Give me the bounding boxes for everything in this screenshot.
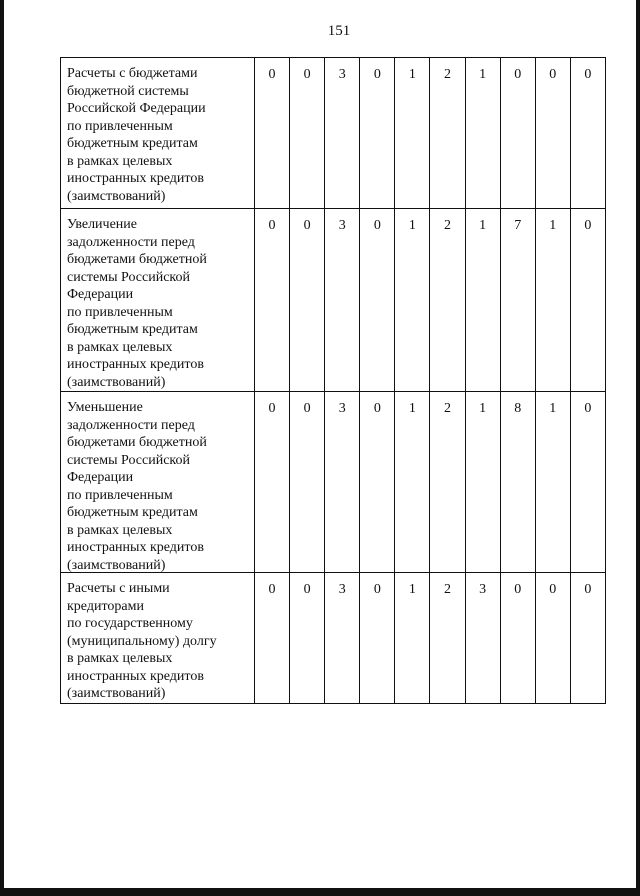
- code-digit-cell: 2: [430, 573, 465, 703]
- code-digit-cell: 0: [360, 573, 395, 703]
- table-row: [60, 573, 606, 704]
- description-line: в рамках целевых: [67, 522, 173, 538]
- code-digit-cell: 0: [536, 573, 571, 703]
- row-description: [61, 573, 255, 703]
- code-cells: [255, 209, 605, 391]
- description-line: (заимствований): [67, 686, 166, 701]
- code-digit-cell: 3: [325, 58, 360, 208]
- code-digit-cell: 2: [430, 392, 465, 572]
- budget-code-table: [60, 57, 606, 704]
- description-line: задолженности перед: [67, 417, 195, 433]
- code-digit-cell: 0: [584, 67, 592, 82]
- description-line: в рамках целевых: [67, 339, 173, 355]
- code-cells: [255, 392, 605, 572]
- scan-edge-right: [636, 0, 640, 896]
- code-cells: [255, 58, 605, 208]
- code-digit-cell: 2: [430, 58, 465, 208]
- description-line: по привлеченным: [67, 487, 173, 503]
- code-digit-cell: 0: [255, 392, 290, 572]
- code-digit-cell: 0: [360, 209, 395, 391]
- description-line: (заимствований): [67, 188, 166, 204]
- description-line: в рамках целевых: [67, 651, 173, 666]
- code-digit-cell: 3: [325, 392, 360, 572]
- description-line: системы Российской: [67, 269, 191, 285]
- description-line: Расчеты с бюджетами: [67, 66, 198, 81]
- code-digit-cell: 0: [501, 58, 536, 208]
- page-number: 151: [327, 23, 351, 39]
- code-digit-cell: 0: [360, 58, 395, 208]
- description-line: кредиторами: [67, 598, 144, 614]
- scan-edge-left: [0, 0, 4, 896]
- code-digit-cell: 3: [466, 573, 501, 703]
- code-digit-cell: 1: [395, 58, 430, 208]
- code-digit-cell: 0: [255, 573, 290, 703]
- description-line: бюджетным кредитам: [67, 136, 198, 151]
- code-digit-cell: 1: [536, 392, 571, 572]
- description-line: бюджетной системы: [67, 83, 189, 99]
- scan-edge-bottom: [0, 888, 640, 896]
- code-digit-cell: 0: [290, 58, 325, 208]
- description-line: иностранных кредитов: [67, 171, 204, 186]
- code-digit-cell: 0: [501, 573, 536, 703]
- code-digit-cell: 8: [501, 392, 536, 572]
- code-digit-cell: 1: [466, 392, 501, 572]
- description-line: по привлеченным: [67, 304, 173, 320]
- code-digit-cell: 7: [501, 209, 536, 391]
- code-digit-cell: 0: [584, 218, 592, 233]
- table-row: [60, 57, 606, 209]
- code-digit-cell: 1: [395, 392, 430, 572]
- description-line: задолженности перед: [67, 234, 195, 250]
- code-digit-cell: 1: [395, 209, 430, 391]
- description-line: бюджетным кредитам: [67, 322, 198, 337]
- code-digit-cell: 0: [584, 582, 592, 597]
- code-digit-cell: 1: [395, 573, 430, 703]
- description-line: Федерации: [67, 470, 134, 485]
- description-line: Уменьшение: [67, 400, 143, 415]
- description-line: (заимствований): [67, 374, 166, 390]
- code-digit-cell: 0: [290, 392, 325, 572]
- row-description: [61, 392, 255, 572]
- row-description: [61, 58, 255, 208]
- code-digit-cell: 0: [290, 573, 325, 703]
- code-digit-cell: 2: [430, 209, 465, 391]
- description-line: (муниципальному) долгу: [67, 633, 217, 649]
- description-line: системы Российской: [67, 452, 191, 468]
- description-line: иностранных кредитов: [67, 357, 204, 372]
- code-digit-cell: 1: [466, 209, 501, 391]
- code-digit-cell: 0: [536, 58, 571, 208]
- code-digit-cell: 0: [360, 392, 395, 572]
- code-digit-cell: 3: [325, 573, 360, 703]
- code-digit-cell: 0: [290, 209, 325, 391]
- row-description: [61, 209, 255, 391]
- description-line: по привлеченным: [67, 118, 173, 134]
- code-cells: [255, 573, 605, 703]
- description-line: Российской Федерации: [67, 101, 206, 116]
- table-row: [60, 392, 606, 573]
- description-line: бюджетным кредитам: [67, 505, 198, 520]
- code-digit-cell: 3: [325, 209, 360, 391]
- description-line: бюджетами бюджетной: [67, 435, 207, 450]
- description-line: по государственному: [67, 616, 193, 631]
- description-line: Расчеты с иными: [67, 581, 170, 596]
- description-line: иностранных кредитов: [67, 540, 204, 555]
- code-digit-cell: 1: [536, 209, 571, 391]
- description-line: Федерации: [67, 287, 134, 302]
- description-line: (заимствований): [67, 557, 166, 573]
- code-digit-cell: 0: [584, 401, 592, 416]
- description-line: Увеличение: [67, 217, 138, 232]
- description-line: бюджетами бюджетной: [67, 252, 207, 267]
- description-line: в рамках целевых: [67, 153, 173, 169]
- description-line: иностранных кредитов: [67, 668, 204, 684]
- code-digit-cell: 0: [255, 209, 290, 391]
- code-digit-cell: 0: [255, 58, 290, 208]
- code-digit-cell: 1: [466, 58, 501, 208]
- table-row: [60, 209, 606, 392]
